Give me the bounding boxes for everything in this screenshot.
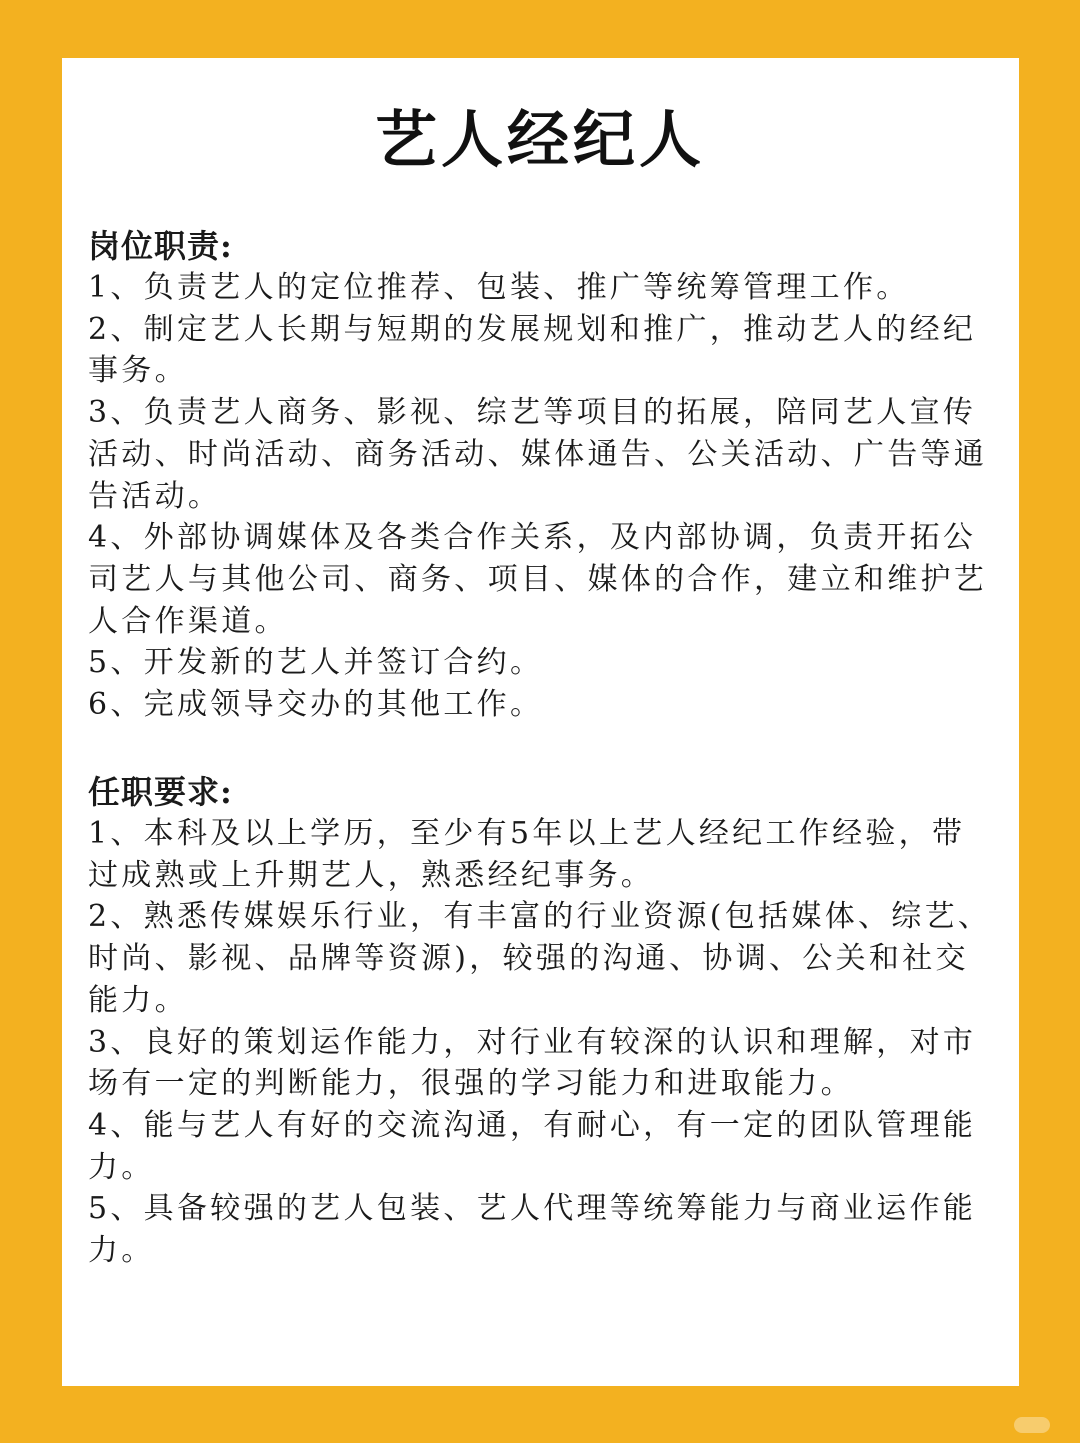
requirement-item: 3、良好的策划运作能力，对行业有较深的认识和理解，对市场有一定的判断能力，很强的学习能力和进取能力。 (88, 1024, 977, 1102)
requirement-item: 1、本科及以上学历，至少有5年以上艺人经纪工作经验，带过成熟或上升期艺人，熟悉经纪事务。 (88, 816, 966, 893)
requirements-heading: 任职要求: (88, 773, 233, 811)
duties-section (88, 226, 996, 726)
duty-item: 6、完成领导交办的其他工作。 (88, 687, 544, 723)
requirement-item: 4、能与艺人有好的交流沟通，有耐心，有一定的团队管理能力。 (88, 1107, 977, 1185)
duty-item: 3、负责艺人商务、影视、综艺等项目的拓展，陪同艺人宣传活动、时尚活动、商务活动、媒体通告、公关活动、广告等通告活动。 (88, 395, 988, 514)
duties-heading: 岗位职责: (88, 227, 233, 265)
requirements-section (88, 772, 996, 1272)
requirement-item: 5、具备较强的艺人包装、艺人代理等统筹能力与商业运作能力。 (88, 1191, 977, 1269)
requirement-item: 2、熟悉传媒娱乐行业，有丰富的行业资源(包括媒体、综艺、时尚、影视、品牌等资源)，较强的沟通、协调、公关和社交能力。 (88, 899, 992, 1018)
page-title: 艺人经纪人 (374, 103, 705, 176)
duty-item: 5、开发新的艺人并签订合约。 (88, 645, 544, 681)
duty-item: 1、负责艺人的定位推荐、包装、推广等统筹管理工作。 (88, 270, 910, 305)
duty-item: 2、制定艺人长期与短期的发展规划和推广，推动艺人的经纪事务。 (88, 311, 977, 389)
duty-item: 4、外部协调媒体及各类合作关系，及内部协调，负责开拓公司艺人与其他公司、商务、项目、媒体的合作，建立和维护艺人合作渠道。 (88, 520, 988, 639)
watermark-badge (1014, 1417, 1050, 1433)
